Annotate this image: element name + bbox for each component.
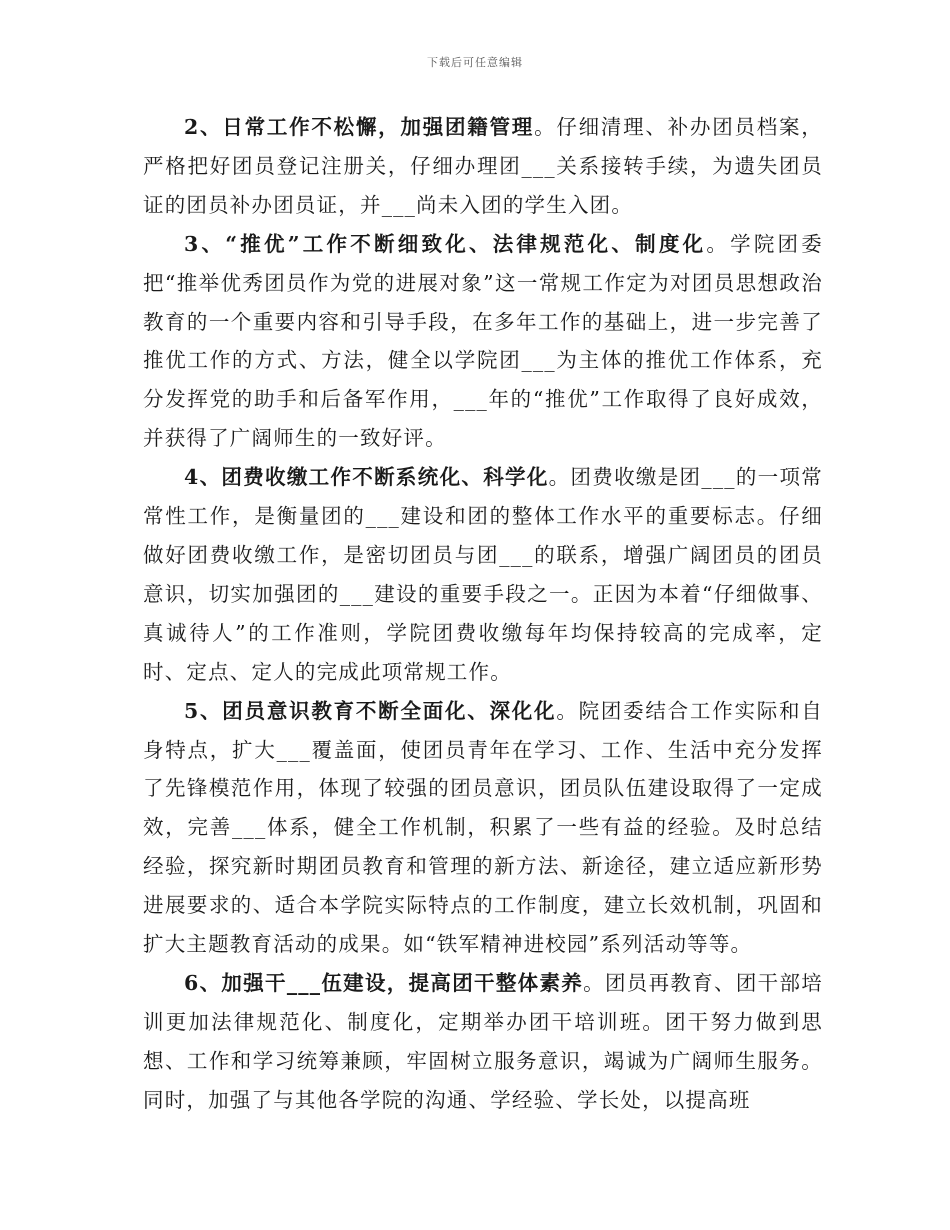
paragraph-text: 。仔细清理、补办团员档案，严格把好团员登记注册关，仔细办理团___关系接转手续，为遗失团员证的团员补办团员证，并___尚未入团的学生入团。 (143, 115, 823, 217)
paragraph-heading: 2、日常工作不松懈，加强团籍管理 (184, 115, 535, 139)
paragraph-heading: 4、团费收缴工作不断系统化、科学化 (184, 465, 549, 490)
paragraph-heading: 6、加强干___伍建设，提高团干整体素养 (184, 970, 584, 995)
paragraph-heading: 3、“推优”工作不断细致化、法律规范化、制度化 (184, 231, 707, 256)
paragraph-5 (143, 692, 823, 964)
paragraph-text: 。院团委结合工作实际和自身特点，扩大___覆盖面，使团员青年在学习、工作、生活中充分发挥了先锋模范作用，体现了较强的团员意识，团员队伍建设取得了一定成效，完善___体系，健全工作机制，积累了一些有益的经验。及时总结经验，探究新时期团员教育和管理的新方法、新途径，建立适应新形势进展要求的、适合本学院实际特点的工作制度，建立长效机制，巩固和扩大主题教育活动的成果。如“铁军精神进校园”系列活动等等。 (143, 698, 823, 957)
paragraph-text: 。团员再教育、团干部培训更加法律规范化、制度化，定期举办团干培训班。团干努力做到思想、工作和学习统筹兼顾，牢固树立服务意识，竭诚为广阔师生服务。同时，加强了与其他各学院的沟通、学经验、学长处，以提高班 (143, 970, 823, 1112)
paragraph-6 (143, 964, 823, 1120)
paragraph-text: 。团费收缴是团___的一项常常性工作，是衡量团的___建设和团的整体工作水平的重要标志。仔细做好团费收缴工作，是密切团员与团___的联系，增强广阔团员的团员意识，切实加强团的___建设的重要手段之一。正因为本着“仔细做事、真诚待人”的工作准则，学院团费收缴每年均保持较高的完成率，定时、定点、定人的完成此项常规工作。 (143, 465, 823, 684)
page-header: 下载后可任意编辑 (427, 56, 523, 69)
paragraph-text: 。学院团委把“推举优秀团员作为党的进展对象”这一常规工作定为对团员思想政治教育的一个重要内容和引导手段，在多年工作的基础上，进一步完善了推优工作的方式、方法，健全以学院团___为主体的推优工作体系，充分发挥党的助手和后备军作用，___年的“推优”工作取得了良好成效，并获得了广阔师生的一致好评。 (143, 231, 823, 451)
document-body (143, 108, 823, 1120)
paragraph-4 (143, 458, 823, 691)
paragraph-heading: 5、团员意识教育不断全面化、深化化 (184, 698, 557, 723)
paragraph-2 (143, 108, 823, 225)
paragraph-3 (143, 225, 823, 458)
